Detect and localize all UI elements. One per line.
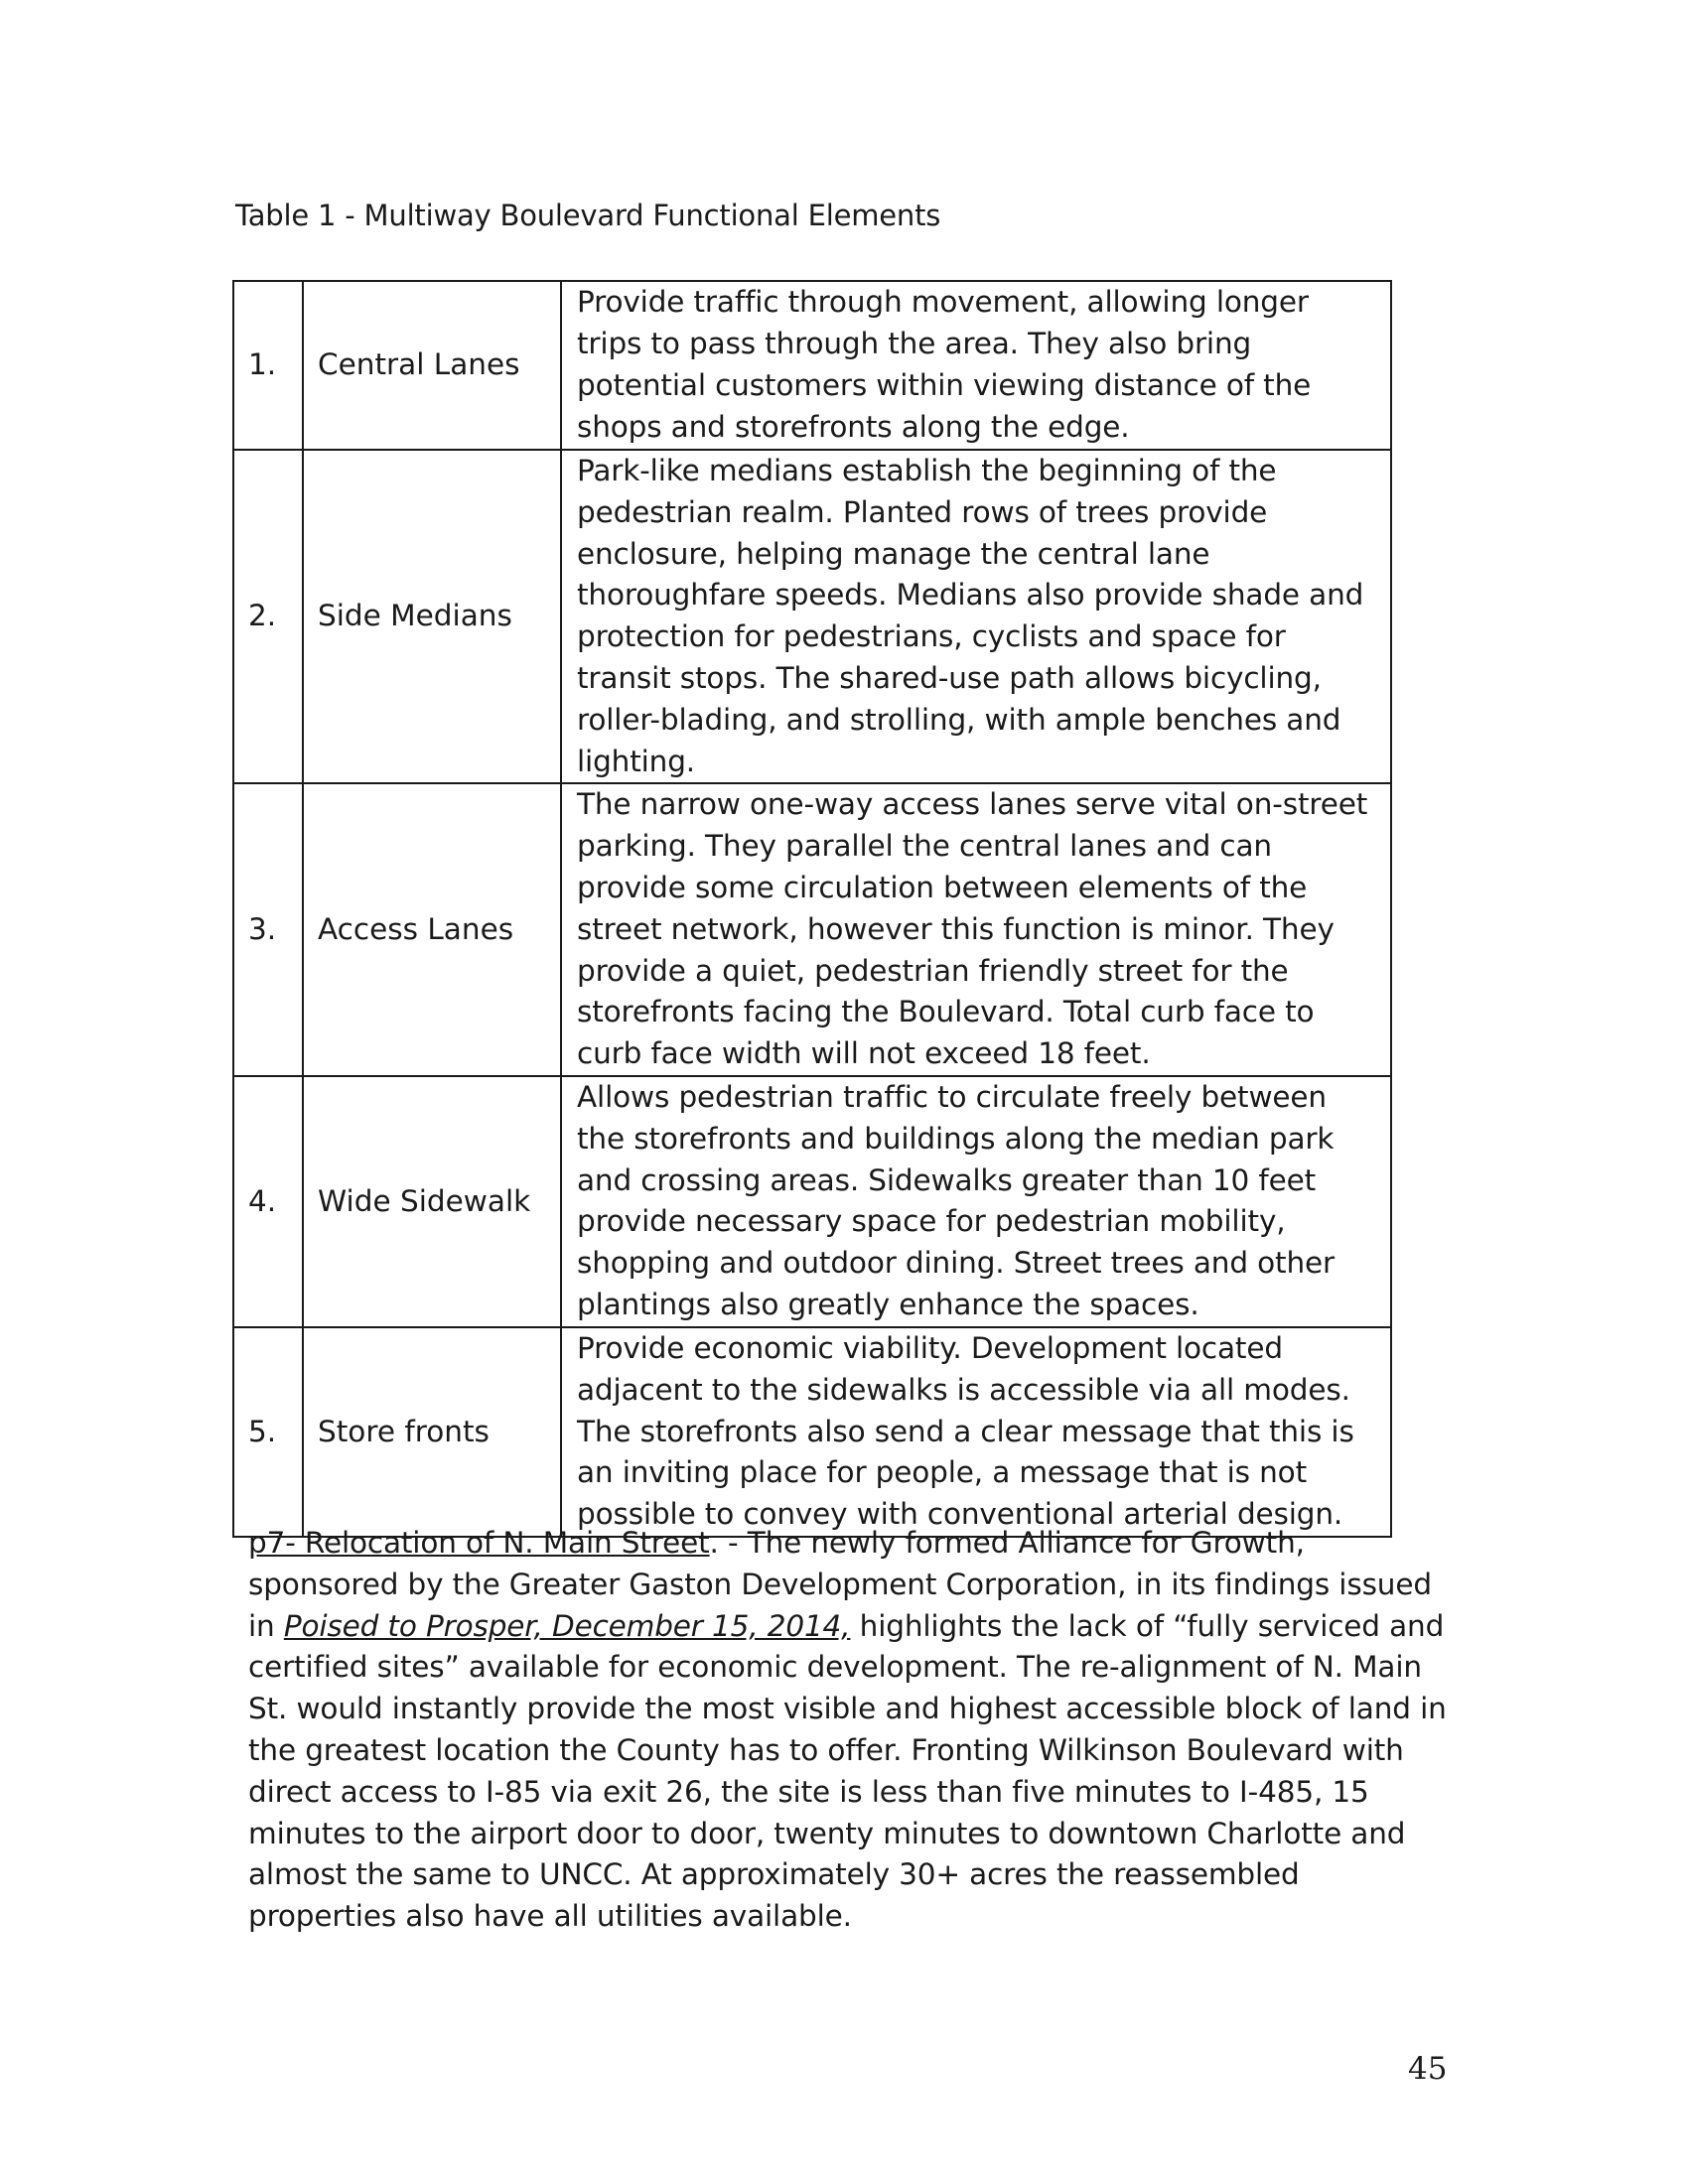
paragraph-heading: p7- Relocation of N. Main Street bbox=[248, 1526, 710, 1560]
element-name: Side Medians bbox=[303, 450, 561, 783]
paragraph-text: . - The newly formed Alliance for Growth, sponsored by the Greater Gaston Development Corporation, in its findings issued in bbox=[248, 1526, 1432, 1643]
row-number: 2. bbox=[233, 450, 303, 783]
table-row bbox=[233, 1327, 1391, 1537]
element-name: Central Lanes bbox=[303, 281, 561, 450]
row-number: 5. bbox=[233, 1327, 303, 1537]
table-row bbox=[233, 1076, 1391, 1327]
paragraph-text: highlights the lack of “fully serviced and certified sites” available for economic development. The re-alignment of N. Main St. would instantly provide the most visible and highest accessible block of land in the greatest location the County has to offer. Fronting Wilkinson Boulevard with direct access to I-85 via exit 26, the site is less than five minutes to I-485, 15 minutes to the airport door to door, twenty minutes to downtown Charlotte and almost the same to UNCC. At approximately 30+ acres the reassembled properties also have all utilities available. bbox=[248, 1608, 1447, 1934]
table-row bbox=[233, 783, 1391, 1076]
element-description: Park-like medians establish the beginning of the pedestrian realm. Planted rows of trees provide enclosure, helping manage the central lane thoroughfare speeds. Medians also provide shade and protection for pedestrians, cyclists and space for transit stops. The shared-use path allows bicycling, roller-blading, and strolling, with ample benches and lighting. bbox=[561, 450, 1391, 783]
element-description: Provide economic viability. Development located adjacent to the sidewalks is accessible via all modes. The storefronts also send a clear message that this is an inviting place for people, a message that is not possible to convey with conventional arterial design. bbox=[561, 1327, 1391, 1537]
body-paragraph bbox=[248, 1523, 1450, 1938]
element-description: Allows pedestrian traffic to circulate freely between the storefronts and buildings along the median park and crossing areas. Sidewalks greater than 10 feet provide necessary space for pedestrian mobility, shopping and outdoor dining. Street trees and other plantings also greatly enhance the spaces. bbox=[561, 1076, 1391, 1327]
element-description: The narrow one-way access lanes serve vital on-street parking. They parallel the central lanes and can provide some circulation between elements of the street network, however this function is minor. They provide a quiet, pedestrian friendly street for the storefronts facing the Boulevard. Total curb face to curb face width will not exceed 18 feet. bbox=[561, 783, 1391, 1076]
row-number: 4. bbox=[233, 1076, 303, 1327]
functional-elements-table bbox=[232, 280, 1392, 1538]
page-number: 45 bbox=[1408, 2051, 1448, 2087]
row-number: 3. bbox=[233, 783, 303, 1076]
element-description: Provide traffic through movement, allowing longer trips to pass through the area. They also bring potential customers within viewing distance of the shops and storefronts along the edge. bbox=[561, 281, 1391, 450]
element-name: Access Lanes bbox=[303, 783, 561, 1076]
row-number: 1. bbox=[233, 281, 303, 450]
table-row bbox=[233, 450, 1391, 783]
source-title: Poised to Prosper, December 15, 2014, bbox=[283, 1608, 851, 1643]
element-name: Wide Sidewalk bbox=[303, 1076, 561, 1327]
element-name: Store fronts bbox=[303, 1327, 561, 1537]
table-row bbox=[233, 281, 1391, 450]
table-caption: Table 1 - Multiway Boulevard Functional Elements bbox=[235, 199, 941, 232]
